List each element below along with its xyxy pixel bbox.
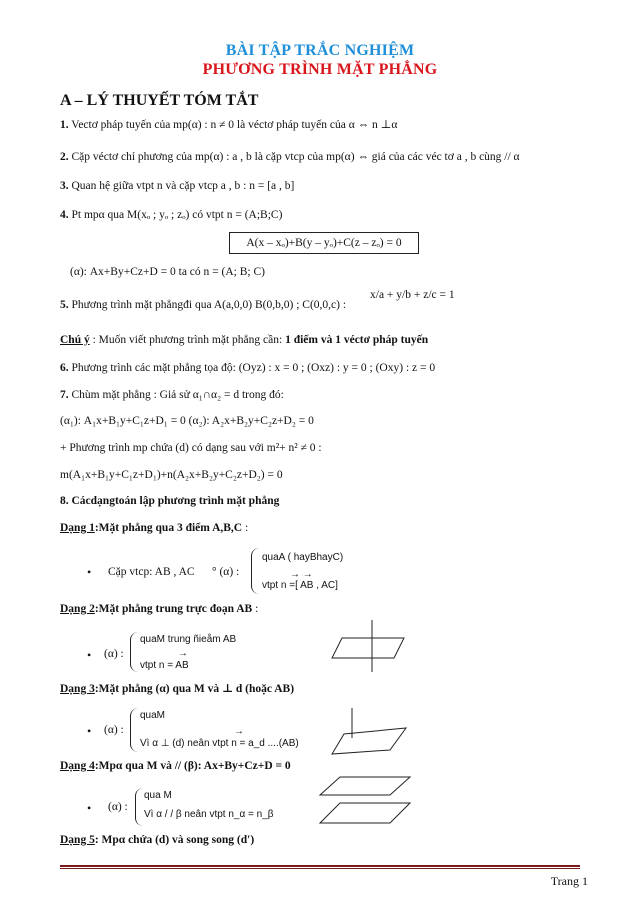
item-5-number: 5.	[60, 299, 69, 311]
dang-5-title: : Mpα chứa (d) và song song (d′)	[94, 834, 255, 846]
dang-1-sys-arrows: → →	[290, 569, 313, 580]
item-5-text: Phương trình mặt phẳngđi qua A(a,0,0) B(0,b,0) ; C(0,0,c) :	[71, 299, 347, 311]
dang-3-label: Dạng 3	[60, 683, 95, 695]
dang-2-line1: quaM trung ñieåm AB	[140, 634, 237, 645]
item-4-number: 4.	[60, 209, 69, 221]
item-4	[60, 209, 282, 221]
dang-3-prefix: (α) :	[104, 724, 124, 736]
dang-4-label: Dạng 4	[60, 760, 95, 772]
perpendicular-bisector-figure	[330, 620, 415, 675]
dang-1-tail: :	[242, 522, 249, 534]
item-2-number: 2.	[60, 151, 69, 163]
item-7-equation: m(A₁x+B₁y+C₁z+D₁)+n(A₂x+B₂y+C₂z+D₂) = 0	[60, 469, 283, 481]
dang-1-heading	[60, 522, 248, 534]
dang-1-label: Dạng 1	[60, 522, 95, 534]
note-text: : Muốn viết phương trình mặt phẳng cần:	[89, 334, 286, 346]
bullet-dot: •	[87, 724, 92, 738]
doc-title-line1: BÀI TẬP TRẮC NGHIỆM	[225, 42, 415, 59]
item-6-text: Phương trình các mặt phẳng tọa độ: (Oyz) : x = 0 ; (Oxz) : y = 0 ; (Oxy) : z = 0	[71, 362, 436, 374]
item-5	[60, 299, 346, 311]
dang-1-title: :Mặt phẳng qua 3 điểm A,B,C	[94, 522, 243, 534]
item-2-text: Cặp véctơ chỉ phương của mp(α) : a , b là cặp vtcp của mp(α) ⇔ giá của các véc tơ a , b cùng // α	[71, 151, 520, 163]
dang-4-line1: qua M	[144, 790, 172, 801]
dang-2-arrow: →	[178, 648, 188, 659]
dang-1-sys-line2: vtpt n =[ AB , AC]	[262, 580, 338, 591]
dang-5-label: Dạng 5	[60, 834, 95, 846]
dang-3-heading	[60, 681, 294, 695]
item-2	[60, 151, 520, 163]
dang-2-prefix: (α) :	[104, 648, 124, 660]
perpendicular-line-plane-figure	[330, 708, 410, 758]
note-bold: 1 điểm và 1 véctơ pháp tuyến	[285, 334, 429, 346]
note-line	[60, 334, 428, 346]
dang-3-title: :Mặt phẳng (α) qua M và ⊥ d (hoặc AB)	[94, 683, 295, 695]
item-7-plus: + Phương trình mp chứa (d) có dạng sau với m²+ n² ≠ 0 :	[60, 442, 322, 454]
footer-rule	[60, 865, 580, 867]
dang-2-label: Dạng 2	[60, 603, 95, 615]
parallel-planes-figure	[318, 775, 413, 830]
item-3-number: 3.	[60, 180, 69, 192]
item-3	[60, 180, 294, 192]
dang-4-heading	[60, 760, 291, 772]
dang-2-tail: :	[252, 603, 259, 615]
item-1-number: 1.	[60, 119, 69, 131]
bullet-dot: •	[87, 565, 92, 579]
note-label: Chú ý	[60, 334, 90, 346]
dang-1-sys-prefix: ° (α) :	[212, 566, 240, 578]
item-1-text: Vectơ pháp tuyến của mp(α) : n ≠ 0 là véctơ pháp tuyến của α ⇔ n ⊥α	[71, 119, 398, 131]
dang-2-line2: vtpt n = AB	[140, 660, 189, 671]
intercept-formula: x/a + y/b + z/c = 1	[370, 289, 455, 301]
item-7	[60, 389, 284, 401]
system-brace	[130, 708, 139, 752]
dang-4-line2: Vì α / / β neân vtpt n_α = n_β	[144, 809, 274, 820]
dang-4-title: :Mpα qua M và // (β): Ax+By+Cz+D = 0	[94, 760, 291, 772]
item-6	[60, 362, 435, 374]
plane-equation-box: A(x – xₒ)+B(y – yₒ)+C(z – zₒ) = 0	[229, 232, 419, 254]
item-7-planes: (α₁): A₁x+B₁y+C₁z+D₁ = 0 (α₂): A₂x+B₂y+C₂z+D₂ = 0	[60, 415, 314, 427]
system-brace	[130, 632, 139, 672]
dang-1-vtcp: Cặp vtcp: AB , AC	[108, 566, 195, 578]
dang-2-title: :Mặt phẳng trung trực đoạn AB	[94, 603, 253, 615]
dang-2-heading	[60, 603, 258, 615]
item-6-number: 6.	[60, 362, 69, 374]
doc-title-line2: PHƯƠNG TRÌNH MẶT PHẲNG	[202, 61, 438, 78]
item-4-text: Pt mpα qua M(xₒ ; yₒ ; zₒ) có vtpt n = (A;B;C)	[71, 209, 283, 221]
general-plane-equation: (α): Ax+By+Cz+D = 0 ta có n = (A; B; C)	[70, 266, 265, 278]
dang-3-line1: quaM	[140, 710, 166, 721]
item-7-number: 7.	[60, 389, 69, 401]
system-brace	[251, 548, 260, 594]
item-3-text: Quan hệ giữa vtpt n và cặp vtcp a , b : n = [a , b]	[71, 180, 295, 192]
item-1	[60, 117, 397, 131]
dang-3-arrow: →	[234, 726, 244, 737]
footer-rule-thin	[60, 868, 580, 869]
bullet-dot: •	[87, 801, 92, 815]
item-8-title: 8. Cácdạngtoán lập phương trình mặt phẳng	[60, 495, 280, 507]
dang-5-heading	[60, 834, 254, 846]
bullet-dot: •	[87, 648, 92, 662]
dang-1-sys-line1: quaA ( hayBhayC)	[262, 552, 344, 563]
item-7-text: Chùm mặt phẳng : Giả sử α₁∩α₂ = d trong đó:	[71, 389, 284, 401]
system-brace	[135, 788, 144, 826]
page-number: Trang 1	[550, 874, 588, 888]
section-title: A – LÝ THUYẾT TÓM TẮT	[60, 92, 259, 109]
dang-3-line2: Vì α ⊥ (d) neân vtpt n = a_d ....(AB)	[140, 738, 299, 749]
dang-4-prefix: (α) :	[108, 801, 128, 813]
